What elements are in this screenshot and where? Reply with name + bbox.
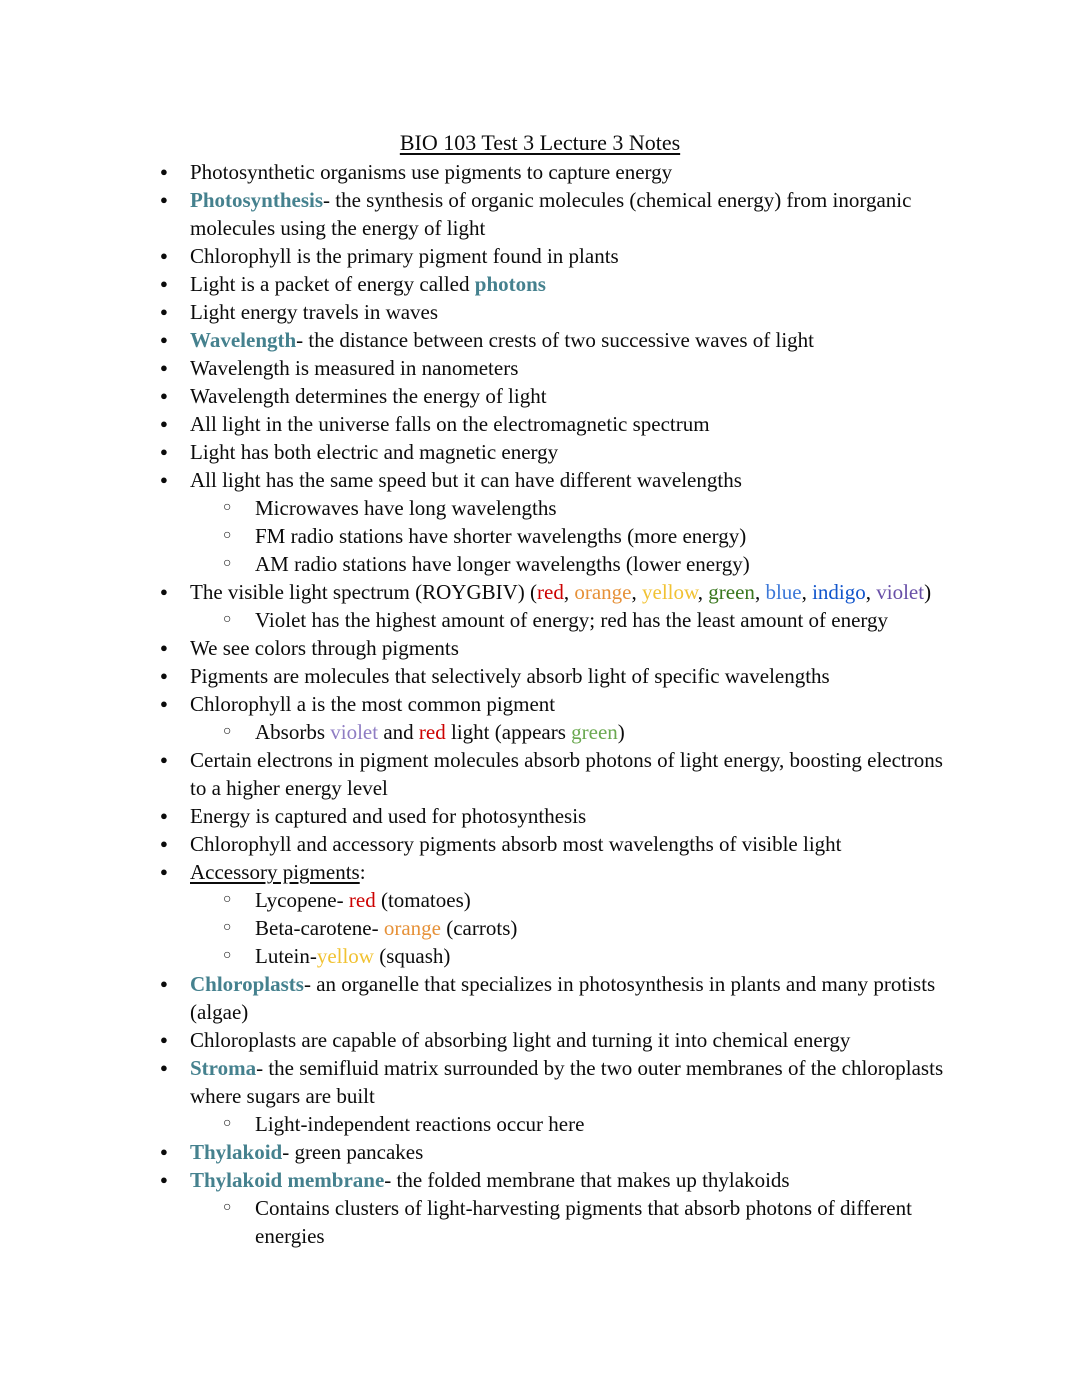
list-item <box>0 298 952 326</box>
list-item-text: Energy is captured and used for photosynthesis <box>190 804 587 828</box>
list-item <box>0 662 952 690</box>
bullet-disc-icon: ● <box>160 248 168 263</box>
list-item <box>0 158 952 186</box>
list-item <box>0 746 952 802</box>
page-title: BIO 103 Test 3 Lecture 3 Notes <box>399 130 681 155</box>
list-item-text: We see colors through pigments <box>190 636 459 660</box>
list-item <box>0 1138 952 1166</box>
bullet-disc-icon: ● <box>160 416 168 431</box>
bullet-circle-icon: ○ <box>223 920 232 935</box>
list-item-text: Absorbs violet and red light (appears green) <box>255 720 625 744</box>
list-item <box>0 1166 952 1194</box>
notes-list <box>0 158 1080 1250</box>
list-item <box>0 858 952 886</box>
list-item-text: Photosynthetic organisms use pigments to capture energy <box>190 160 673 184</box>
list-item-text: Contains clusters of light-harvesting pigments that absorb photons of different energies <box>255 1196 912 1248</box>
list-item <box>0 578 952 606</box>
bullet-disc-icon: ● <box>160 388 168 403</box>
bullet-disc-icon: ● <box>160 276 168 291</box>
bullet-disc-icon: ● <box>160 1032 168 1047</box>
bullet-disc-icon: ● <box>160 808 168 823</box>
bullet-circle-icon: ○ <box>223 892 232 907</box>
sub-list-item <box>0 914 955 942</box>
list-item-text: AM radio stations have longer wavelengths (lower energy) <box>255 552 750 576</box>
bullet-disc-icon: ● <box>160 976 168 991</box>
list-item-text: Light-independent reactions occur here <box>255 1112 585 1136</box>
bullet-disc-icon: ● <box>160 360 168 375</box>
bullet-disc-icon: ● <box>160 164 168 179</box>
list-item-text: Thylakoid- green pancakes <box>190 1140 424 1164</box>
sub-list-item <box>0 1110 955 1138</box>
list-item <box>0 1026 952 1054</box>
list-item-text: Pigments are molecules that selectively absorb light of specific wavelengths <box>190 664 830 688</box>
list-item-text: Thylakoid membrane- the folded membrane that makes up thylakoids <box>190 1168 790 1192</box>
list-item <box>0 438 952 466</box>
list-item <box>0 1054 952 1110</box>
sub-list-item <box>0 522 955 550</box>
list-item <box>0 634 952 662</box>
bullet-disc-icon: ● <box>160 444 168 459</box>
list-item <box>0 242 952 270</box>
bullet-circle-icon: ○ <box>223 1116 232 1131</box>
list-item-text: Lycopene- red (tomatoes) <box>255 888 471 912</box>
list-item-text: Chlorophyll a is the most common pigment <box>190 692 556 716</box>
list-item-text: Beta-carotene- orange (carrots) <box>255 916 518 940</box>
bullet-disc-icon: ● <box>160 864 168 879</box>
bullet-circle-icon: ○ <box>223 528 232 543</box>
list-item-text: All light in the universe falls on the electromagnetic spectrum <box>190 412 710 436</box>
list-item-text: Light is a packet of energy called photons <box>190 272 546 296</box>
list-item-text: Wavelength determines the energy of light <box>190 384 547 408</box>
list-item-text: Accessory pigments: <box>190 860 366 884</box>
bullet-disc-icon: ● <box>160 836 168 851</box>
list-item-text: Chloroplasts are capable of absorbing light and turning it into chemical energy <box>190 1028 851 1052</box>
bullet-disc-icon: ● <box>160 696 168 711</box>
bullet-circle-icon: ○ <box>223 612 232 627</box>
sub-list-item <box>0 718 955 746</box>
bullet-disc-icon: ● <box>160 1172 168 1187</box>
bullet-disc-icon: ● <box>160 584 168 599</box>
list-item <box>0 382 952 410</box>
bullet-circle-icon: ○ <box>223 1200 232 1215</box>
bullet-disc-icon: ● <box>160 304 168 319</box>
sub-list-item <box>0 494 955 522</box>
list-item-text: FM radio stations have shorter wavelengths (more energy) <box>255 524 747 548</box>
bullet-circle-icon: ○ <box>223 948 232 963</box>
list-item-text: Wavelength- the distance between crests of two successive waves of light <box>190 328 815 352</box>
bullet-disc-icon: ● <box>160 668 168 683</box>
list-item-text: Certain electrons in pigment molecules absorb photons of light energy, boosting electrons to a higher energy level <box>190 748 943 800</box>
list-item-text: Photosynthesis- the synthesis of organic molecules (chemical energy) from inorganic molecules using the energy of light <box>190 188 912 240</box>
list-item <box>0 410 952 438</box>
list-item <box>0 830 952 858</box>
sub-list-item <box>0 942 955 970</box>
sub-list-item <box>0 606 955 634</box>
list-item <box>0 354 952 382</box>
list-item-text: Wavelength is measured in nanometers <box>190 356 519 380</box>
list-item-text: Chlorophyll is the primary pigment found in plants <box>190 244 619 268</box>
bullet-disc-icon: ● <box>160 332 168 347</box>
list-item-text: Light energy travels in waves <box>190 300 439 324</box>
list-item <box>0 802 952 830</box>
bullet-disc-icon: ● <box>160 1144 168 1159</box>
list-item <box>0 186 952 242</box>
list-item <box>0 690 952 718</box>
bullet-disc-icon: ● <box>160 752 168 767</box>
list-item-text: Microwaves have long wavelengths <box>255 496 557 520</box>
bullet-circle-icon: ○ <box>223 724 232 739</box>
bullet-circle-icon: ○ <box>223 556 232 571</box>
list-item <box>0 970 952 1026</box>
sub-list-item <box>0 886 955 914</box>
list-item-text: The visible light spectrum (ROYGBIV) (red, orange, yellow, green, blue, indigo, violet) <box>190 580 932 604</box>
list-item-text: All light has the same speed but it can have different wavelengths <box>190 468 742 492</box>
bullet-disc-icon: ● <box>160 192 168 207</box>
bullet-disc-icon: ● <box>160 472 168 487</box>
sub-list-item <box>0 1194 955 1250</box>
list-item-text: Stroma- the semifluid matrix surrounded by the two outer membranes of the chloroplasts where sugars are built <box>190 1056 944 1108</box>
list-item <box>0 270 952 298</box>
list-item-text: Chloroplasts- an organelle that specializes in photosynthesis in plants and many protists (algae) <box>190 972 936 1024</box>
list-item-text: Light has both electric and magnetic energy <box>190 440 559 464</box>
list-item <box>0 326 952 354</box>
list-item-text: Chlorophyll and accessory pigments absorb most wavelengths of visible light <box>190 832 842 856</box>
list-item-text: Lutein-yellow (squash) <box>255 944 451 968</box>
bullet-disc-icon: ● <box>160 640 168 655</box>
list-item <box>0 466 952 494</box>
bullet-circle-icon: ○ <box>223 500 232 515</box>
sub-list-item <box>0 550 955 578</box>
bullet-disc-icon: ● <box>160 1060 168 1075</box>
list-item-text: Violet has the highest amount of energy; red has the least amount of energy <box>255 608 889 632</box>
